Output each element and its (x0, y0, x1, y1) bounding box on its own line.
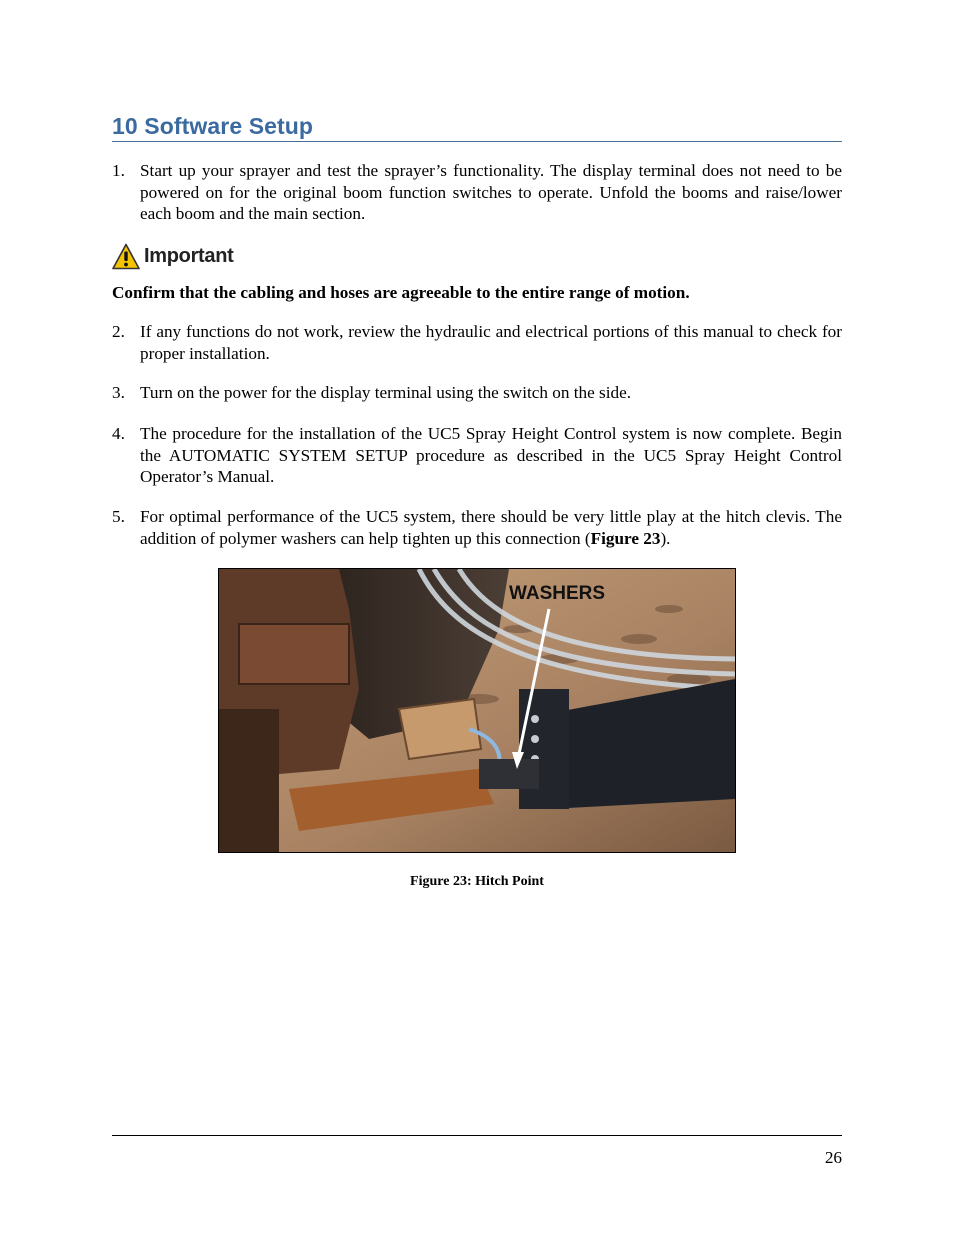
list-item-4 (112, 423, 842, 488)
washers-label: WASHERS (509, 583, 606, 604)
important-note: Confirm that the cabling and hoses are agreeable to the entire range of motion. (112, 283, 690, 302)
list-text (140, 506, 842, 549)
list-text-before: For optimal performance of the UC5 system, there should be very little play at the hitch clevis. The addition of polymer washers can help tighten up this connection ( (140, 507, 842, 548)
footer-divider (112, 1135, 842, 1136)
list-number: 4. (112, 424, 125, 443)
hitch-point-photo (218, 568, 736, 853)
section-title: 10 Software Setup (112, 113, 314, 139)
list-item-3 (112, 382, 842, 404)
list-number: 2. (112, 322, 125, 341)
figure-caption: Figure 23: Hitch Point (410, 874, 544, 889)
list-text: Start up your sprayer and test the sprayer’s functionality. The display terminal does not need to be powered on for the original boom function switches to operate. Unfold the booms and raise/lower each boom and the main section. (140, 161, 842, 224)
important-callout (112, 241, 234, 271)
list-text: The procedure for the installation of the UC5 Spray Height Control system is now complete. Begin the AUTOMATIC SYSTEM SETUP procedure as described in the UC5 Spray Height Control Operator’s Manual. (140, 424, 842, 487)
list-item-5 (112, 506, 842, 549)
page-number: 26 (824, 1148, 842, 1167)
list-item-2 (112, 321, 842, 364)
section-heading (112, 112, 842, 142)
list-number: 3. (112, 383, 125, 402)
important-label: Important (144, 244, 234, 267)
list-number: 5. (112, 507, 125, 526)
hitch-photo-illustration (219, 569, 735, 852)
list-text-after: ). (660, 528, 671, 548)
list-number: 1. (112, 161, 125, 180)
warning-triangle-icon (112, 243, 140, 270)
list-item-1 (112, 160, 842, 225)
list-text: If any functions do not work, review the hydraulic and electrical portions of this manual to check for proper installation. (140, 322, 842, 363)
list-text: Turn on the power for the display terminal using the switch on the side. (140, 383, 632, 402)
figure-reference: Figure 23 (590, 528, 661, 548)
